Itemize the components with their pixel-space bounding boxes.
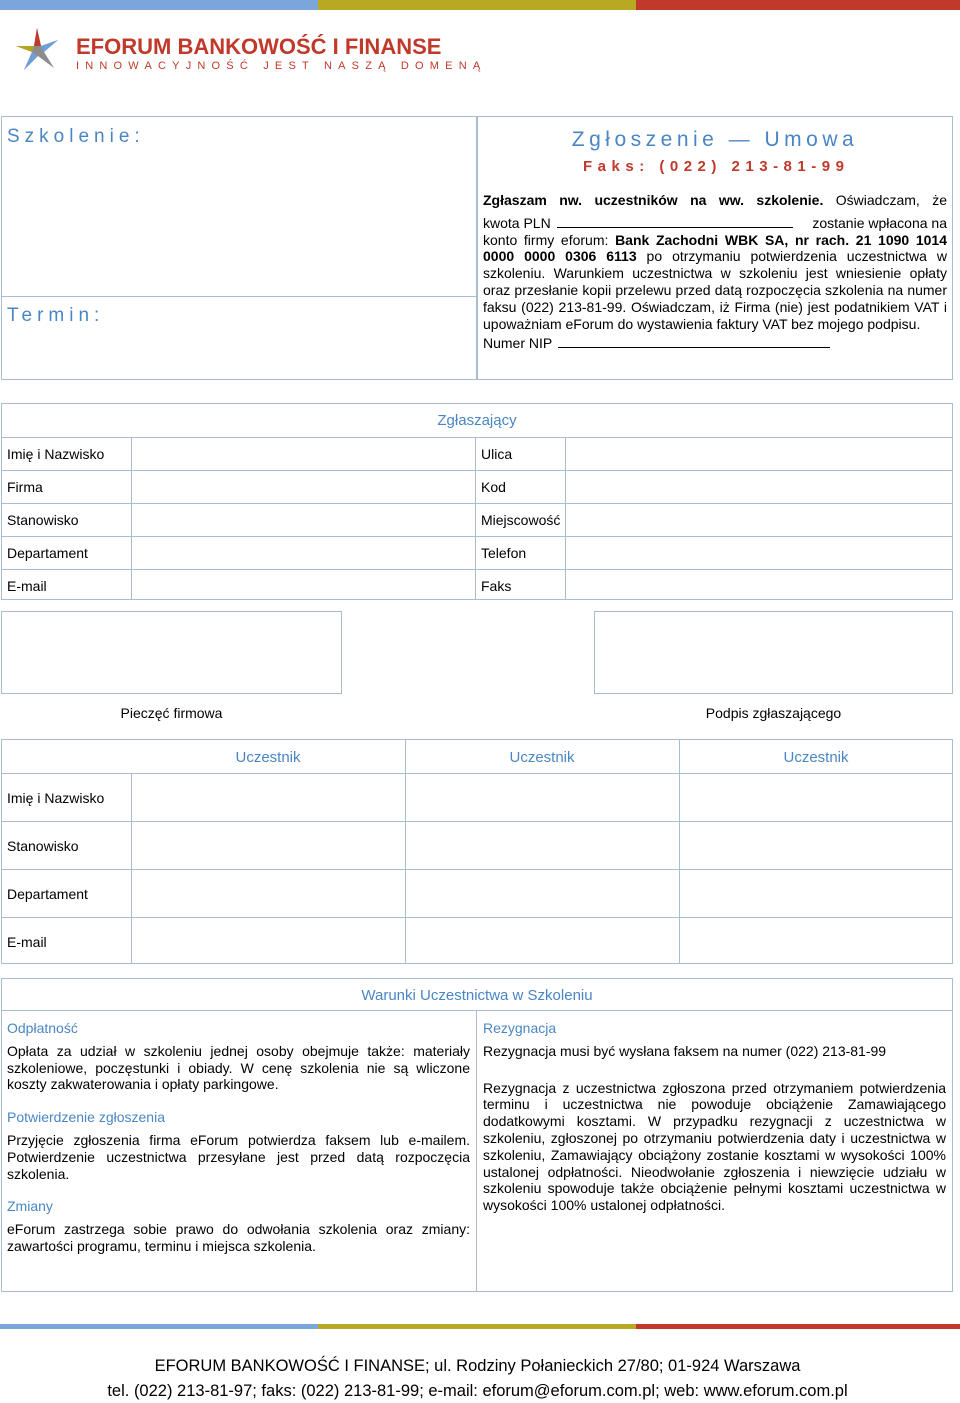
conditions-title: Warunki Uczestnictwa w Szkoleniu <box>361 987 593 1004</box>
top-bar-blue <box>0 0 318 10</box>
divider <box>1 773 953 774</box>
bottom-bar-blue <box>0 1324 318 1329</box>
changes-text: eForum zastrzega sobie prawo do odwołania szkolenia oraz zmiany: zawartości programu, terminu i miejsca szkolenia. <box>7 1221 470 1254</box>
footer-contact: tel. (022) 213-81-97; faks: (022) 213-81-99; e-mail: eforum@eforum.com.pl; web: www.eforum.com.pl <box>107 1382 848 1400</box>
confirmation-heading: Potwierdzenie zgłoszenia <box>7 1109 165 1126</box>
divider <box>1 869 953 870</box>
applicant-position-label: Stanowisko <box>7 512 79 528</box>
conditions-right-column <box>483 1020 946 1214</box>
payment-heading: Odpłatność <box>7 1020 78 1036</box>
phone-label: Telefon <box>481 545 527 561</box>
participant-header-2: Uczestnik <box>509 749 575 766</box>
fax-input[interactable] <box>566 570 953 600</box>
konto-rest: po otrzymaniu potwierdzenia uczestnictwa w szkoleniu. Warunkiem uczestnictwa w szkoleniu jest wniesienie opłaty oraz przesłanie kopii przelewu przed datą rozpoczęcia szkolenia na numer faksu (022) 213-81-99. Oświadczam, iż Firma (nie) jest podatnikiem VAT i upoważniam eForum do wystawienia faktury VAT bez mojego podpisu. <box>483 248 947 332</box>
bottom-bar-red <box>636 1324 960 1329</box>
signature-caption: Podpis zgłaszającego <box>705 705 842 721</box>
applicant-department-label: Departament <box>7 545 88 561</box>
participant-position-label: Stanowisko <box>7 838 79 854</box>
conditions-left-column <box>7 1020 470 1255</box>
postal-code-input[interactable] <box>566 471 953 503</box>
participant-email-label: E-mail <box>7 934 47 950</box>
top-bar-olive <box>318 0 636 10</box>
applicant-email-label: E-mail <box>7 578 47 594</box>
footer-address: EFORUM BANKOWOŚĆ I FINANSE; ul. Rodziny Połanieckich 27/80; 01-924 Warszawa <box>154 1357 801 1375</box>
applicant-company-label: Firma <box>7 479 43 495</box>
divider <box>476 1010 477 1292</box>
agreement-text <box>483 192 947 352</box>
postal-code-label: Kod <box>481 479 506 495</box>
nip-input-line[interactable] <box>558 334 830 348</box>
phone-input[interactable] <box>566 537 953 569</box>
szkolenie-label: Szkolenie: <box>7 126 145 147</box>
training-info-panel <box>1 116 477 380</box>
divider <box>475 437 476 600</box>
applicant-position-input[interactable] <box>132 504 475 536</box>
cancellation-heading: Rezygnacja <box>483 1020 557 1036</box>
street-input[interactable] <box>566 438 953 470</box>
bank-account: Bank Zachodni WBK SA, nr rach. 21 1090 1014 0000 0000 0306 6113 <box>483 231 948 265</box>
top-bar-red <box>636 0 960 10</box>
bottom-color-bar <box>0 1324 960 1329</box>
form-title: Zgłoszenie — Umowa <box>571 128 859 151</box>
payment-text: Opłata za udział w szkoleniu jednej osoby obejmuje także: materiały szkoleniowe, poczęstunki i obiady. W cenę szkolenia nie są wliczone koszty zakwaterowania i opłaty parkingowe. <box>7 1042 470 1093</box>
bottom-bar-olive <box>318 1324 636 1329</box>
kwota-after: zostanie wpłacona na <box>812 214 947 231</box>
kwota-input-line[interactable] <box>557 214 793 228</box>
kwota-label: kwota PLN <box>483 214 551 231</box>
termin-label: Termin: <box>7 305 105 326</box>
top-color-bar <box>0 0 960 10</box>
cancellation-fax-text: Rezygnacja musi być wysłana faksem na numer (022) 213-81-99 <box>483 1042 887 1059</box>
city-label: Miejscowość <box>481 512 561 528</box>
nip-label: Numer NIP <box>483 335 553 352</box>
street-label: Ulica <box>481 446 513 462</box>
divider <box>1 296 477 297</box>
konto-prefix: konto firmy eforum: <box>483 231 616 248</box>
city-input[interactable] <box>566 504 953 536</box>
divider <box>1 821 953 822</box>
fax-label: Faks <box>481 578 512 594</box>
applicant-company-input[interactable] <box>132 471 475 503</box>
applicant-department-input[interactable] <box>132 537 475 569</box>
divider <box>1 1010 953 1011</box>
confirmation-text: Przyjęcie zgłoszenia firma eForum potwierdza faksem lub e-mailem. Potwierdzenie uczestnictwa przesyłane jest przed datą rozpoczęcia szkolenia. <box>7 1131 470 1182</box>
fax-line: Faks: (022) 213-81-99 <box>583 158 850 175</box>
participant-department-label: Departament <box>7 886 88 902</box>
divider <box>1 917 953 918</box>
eforum-star-logo-icon <box>14 26 60 72</box>
cancellation-policy-text: Rezygnacja z uczestnictwa zgłoszona przed otrzymaniem potwierdzenia terminu i uczestnictwa nie powoduje obciążenie Zamawiającego dodatkowymi kosztami. W przypadku rezygnacji z uczestnictwa w szkoleniu, zgłoszonej po otrzymaniu potwierdzenia daty i uczestnictwa w szkoleniu, Zamawiający obciążony zostanie kosztami w wysokości 100% ustalonej odpłatności. Nieodwołanie zgłoszenia i niewzięcie udziału w szkoleniu spowoduje także obciążenie pełnymi kosztami uczestnictwa w wysokości 100% ustalonej odpłatności. <box>483 1079 946 1214</box>
applicant-name-input[interactable] <box>132 438 475 470</box>
brand-title: EFORUM BANKOWOŚĆ I FINANSE <box>76 34 442 59</box>
applicant-name-label: Imię i Nazwisko <box>7 446 105 462</box>
company-stamp-caption: Pieczęć firmowa <box>120 705 223 721</box>
applicant-email-input[interactable] <box>132 570 475 600</box>
changes-heading: Zmiany <box>7 1198 53 1215</box>
company-stamp-box[interactable] <box>1 611 342 694</box>
applicant-title: Zgłaszający <box>437 412 517 429</box>
signature-box[interactable] <box>594 611 953 694</box>
agreement-statement: Oświadczam, że <box>823 192 947 208</box>
agreement-intro: Zgłaszam nw. uczestników na ww. szkolenie. <box>483 192 824 208</box>
brand-tagline: INNOWACYJNOŚĆ JEST NASZĄ DOMENĄ <box>76 60 487 72</box>
participant-header-1: Uczestnik <box>235 749 301 766</box>
participant-name-label: Imię i Nazwisko <box>7 790 105 806</box>
participant-header-3: Uczestnik <box>783 749 849 766</box>
